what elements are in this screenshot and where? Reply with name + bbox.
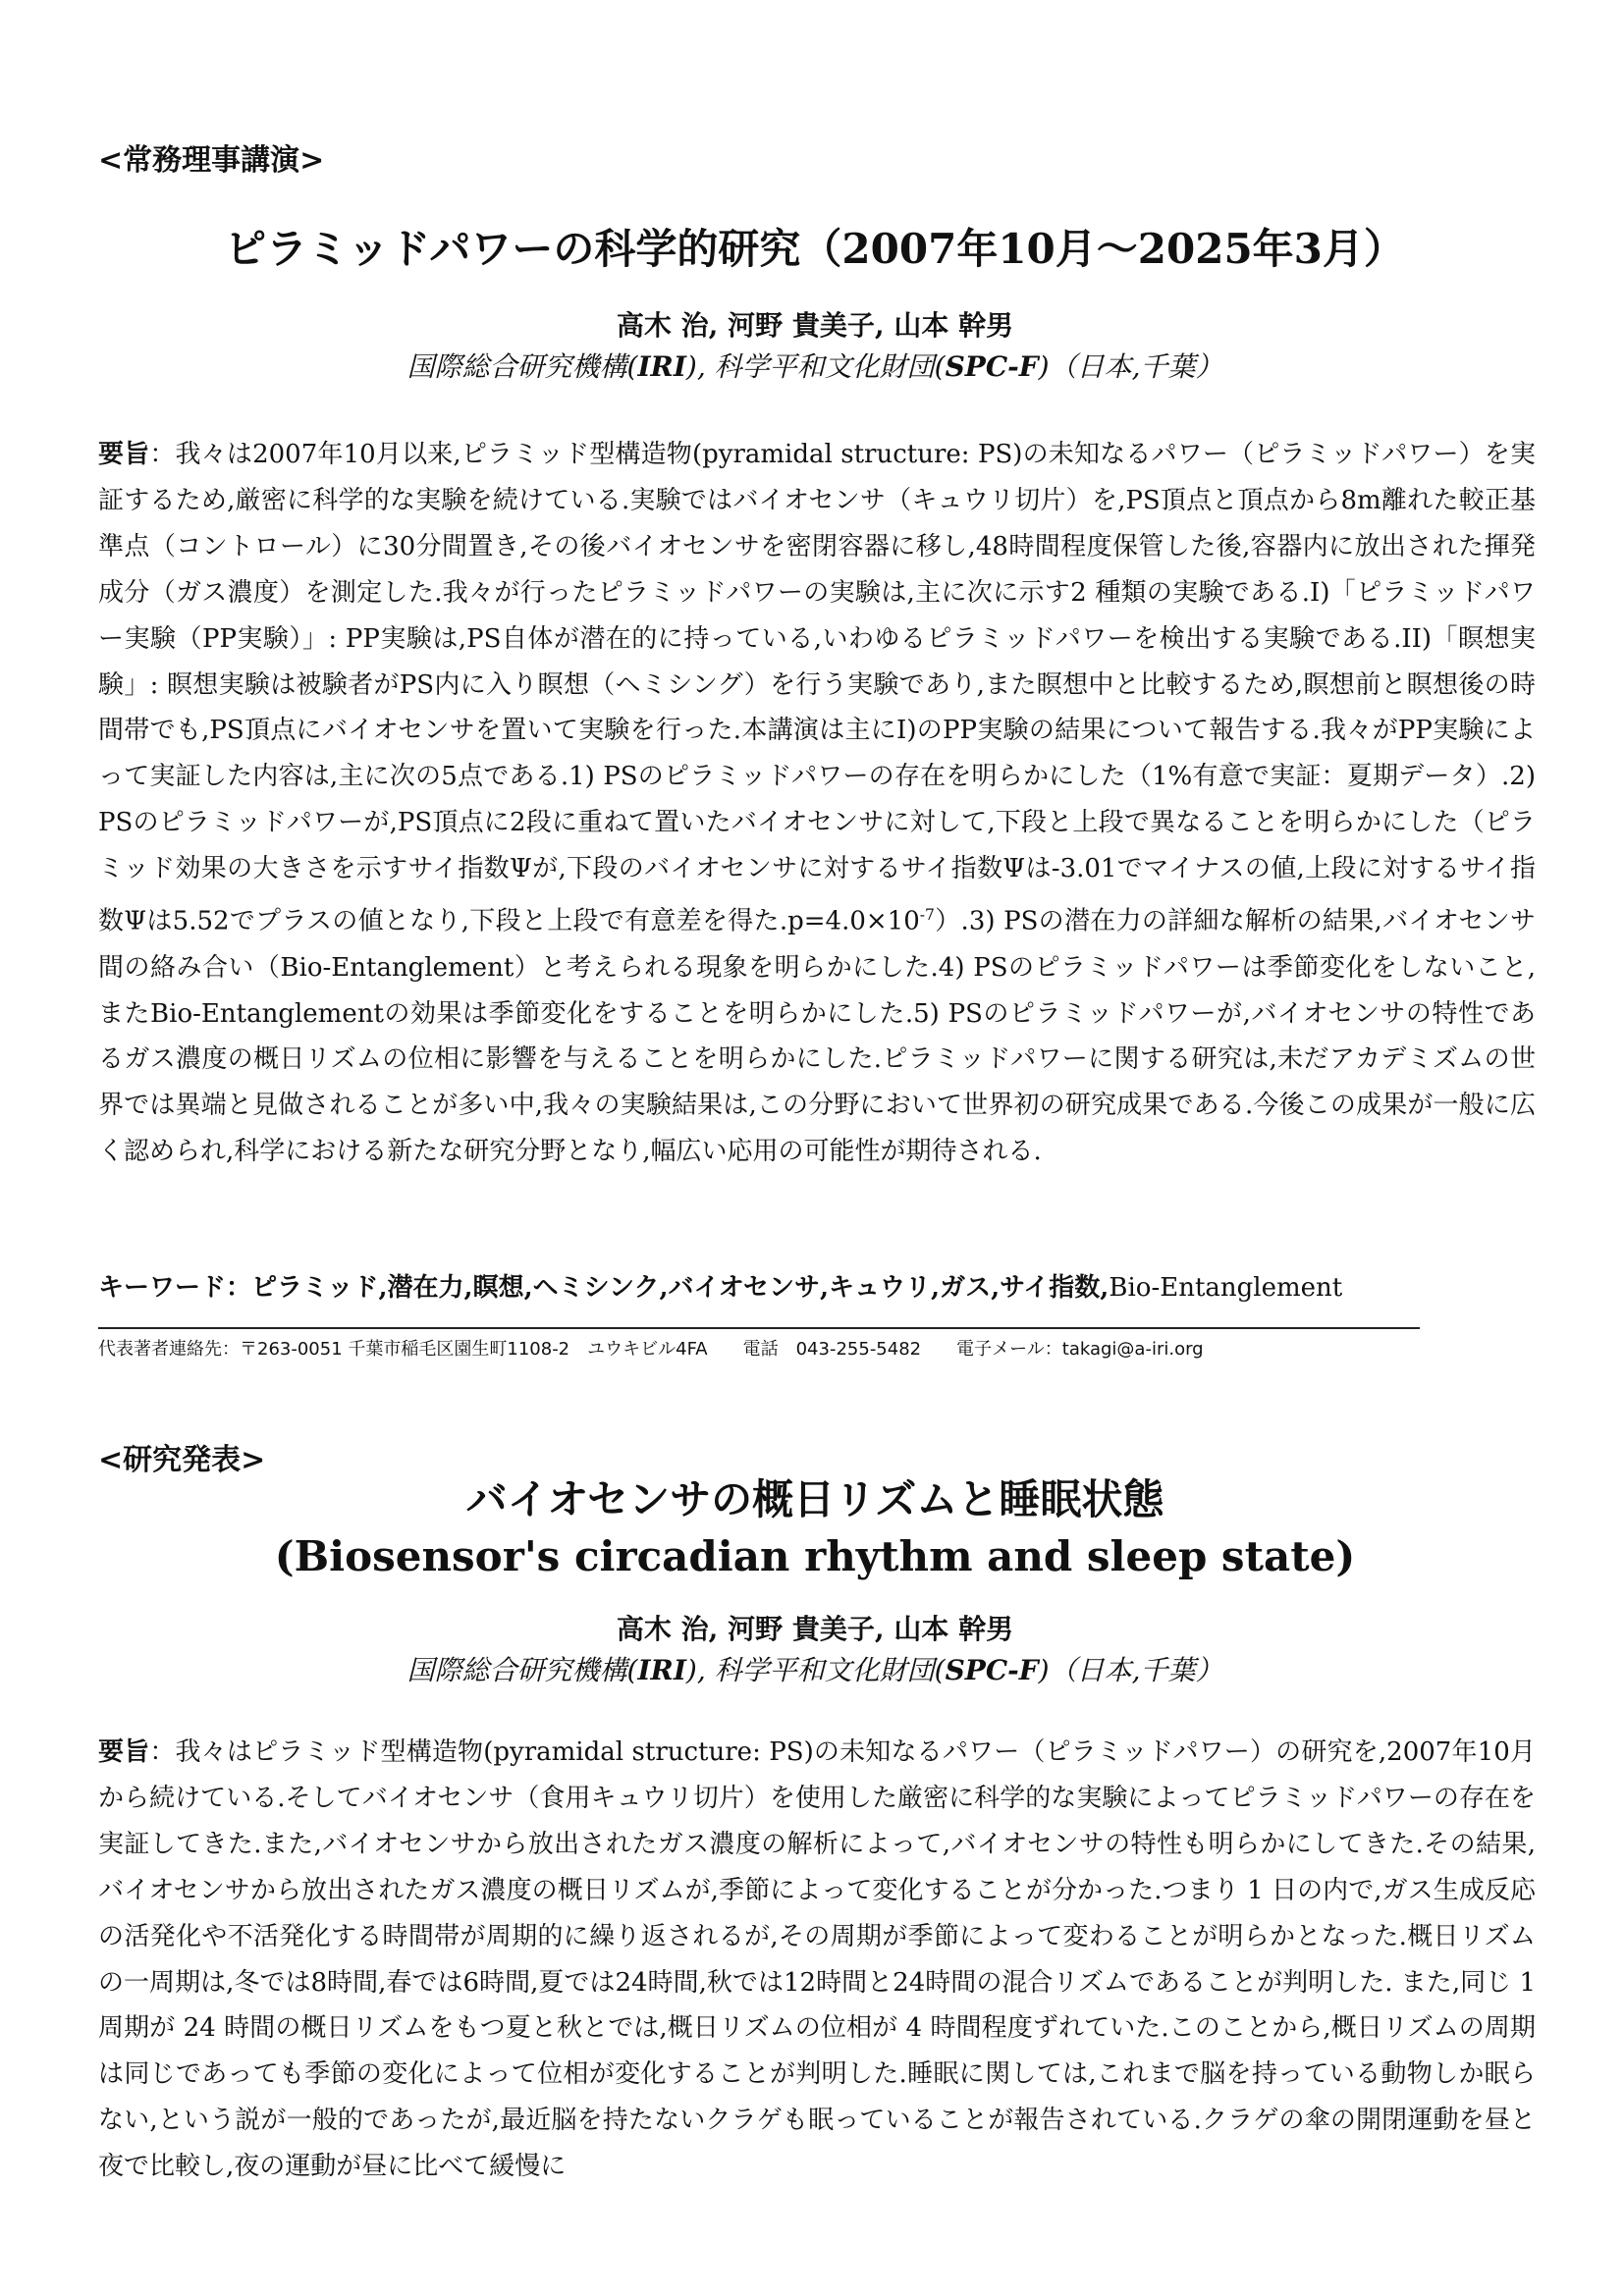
- affiliation-text: ), 科学平和文化財団(: [685, 1654, 946, 1686]
- affiliation-text: )（日本,千葉）: [1038, 1654, 1223, 1686]
- section-tag-research: <研究発表>: [98, 1443, 266, 1477]
- paper1-title: ピラミッドパワーの科学的研究（2007年10月～2025年3月）: [225, 225, 1405, 273]
- abstract-label: 要旨: [98, 1737, 150, 1767]
- paper2-abstract: [98, 1730, 1536, 2190]
- abstract-exponent: -7: [919, 906, 935, 925]
- section-tag-keynote: <常務理事講演>: [98, 143, 325, 178]
- affiliation-iri: IRI: [637, 350, 686, 383]
- paper2-title-ja: バイオセンサの概日リズムと睡眠状態: [465, 1475, 1164, 1523]
- affiliation-spcf: SPC-F: [945, 1654, 1039, 1686]
- abstract-label: 要旨: [98, 440, 150, 469]
- abstract-body-cont: ）.3) PSの潜在力の詳細な解析の結果,バイオセンサ間の絡み合い（Bio-Entanglement）と考えられる現象を明らかにした.4) PSのピラミッドパワーは季節変化をしないこと,またBio-Entanglementの効果は季節変化をすることを明らかにした.5) PSのピラミッドパワーが,バイオセンサの特性であるガス濃度の概日リズムの位相に影響を与えることを明らかにした.ピラミッドパワーに関する研究は,未だアカデミズムの世界では異端と見做されることが多い中,我々の実験結果は,この分野において世界初の研究成果である.今後この成果が一般に広く認められ,科学における新たな研究分野となり,幅広い応用の可能性が期待される.: [98, 906, 1536, 1167]
- affiliation-text: 国際総合研究機構(: [406, 350, 638, 383]
- affiliation-text: 国際総合研究機構(: [406, 1654, 638, 1686]
- affiliation-iri: IRI: [637, 1654, 686, 1686]
- keywords-list: ピラミッド,潜在力,瞑想,ヘミシンク,バイオセンサ,キュウリ,ガス,サイ指数,: [251, 1273, 1110, 1303]
- keywords-last: Bio-Entanglement: [1109, 1273, 1343, 1303]
- paper2-authors: 高木 治, 河野 貴美子, 山本 幹男: [616, 1613, 1014, 1645]
- paper1-keywords: [98, 1268, 1536, 1308]
- affiliation-spcf: SPC-F: [945, 350, 1039, 383]
- contact-email: 電子メール：takagi@a-iri.org: [956, 1339, 1204, 1360]
- affiliation-text: ), 科学平和文化財団(: [685, 350, 946, 383]
- contact-address: 代表著者連絡先：〒263-0051 千葉市稲毛区園生町1108-2 ユウキビル4FA: [98, 1339, 708, 1360]
- paper1-authors: 高木 治, 河野 貴美子, 山本 幹男: [616, 309, 1014, 342]
- paper1-abstract: [98, 432, 1536, 1175]
- paper2-affiliation: [98, 1649, 1532, 1688]
- divider-rule: [98, 1327, 1420, 1329]
- contact-phone: 電話 043-255-5482: [742, 1339, 922, 1360]
- affiliation-text: )（日本,千葉）: [1038, 350, 1223, 383]
- contact-line: [98, 1335, 1536, 1361]
- paper1-affiliation: [98, 346, 1532, 385]
- abstract-body: ：我々はピラミッド型構造物(pyramidal structure: PS)の未知なるパワー（ピラミッドパワー）の研究を,2007年10月から続けている.そしてバイオセンサ（食用キュウリ切片）を使用した厳密に科学的な実験によってピラミッドパワーの存在を実証してきた.また,バイオセンサから放出されたガス濃度の解析によって,バイオセンサの特性も明らかにしてきた.その結果,バイオセンサから放出されたガス濃度の概日リズムが,季節によって変化することが分かった.つまり 1 日の内で,ガス生成反応の活発化や不活発化する時間帯が周期的に繰り返されるが,その周期が季節によって変わることが明らかとなった.概日リズムの一周期は,冬では8時間,春では6時間,夏では24時間,秋では12時間と24時間の混合リズムであることが判明した. また,同じ 1 周期が 24 時間の概日リズムをもつ夏と秋とでは,概日リズムの位相が 4 時間程度ずれていた.このことから,概日リズムの周期は同じであっても季節の変化によって位相が変化することが判明した.睡眠に関しては,これまで脳を持っている動物しか眠らない,という説が一般的であったが,最近脳を持たないクラゲも眠っていることが報告されている.クラゲの傘の開閉運動を昼と夜で比較し,夜の運動が昼に比べて緩慢に: [98, 1737, 1536, 2182]
- paper2-title-en: (Biosensor's circadian rhythm and sleep state): [274, 1532, 1356, 1580]
- abstract-body: ：我々は2007年10月以来,ピラミッド型構造物(pyramidal structure: PS)の未知なるパワー（ピラミッドパワー）を実証するため,厳密に科学的な実験を続けている.実験ではバイオセンサ（キュウリ切片）を,PS頂点と頂点から8m離れた較正基準点（コントロール）に30分間置き,その後バイオセンサを密閉容器に移し,48時間程度保管した後,容器内に放出された揮発成分（ガス濃度）を測定した.我々が行ったピラミッドパワーの実験は,主に次に示す2 種類の実験である.I)「ピラミッドパワー実験（PP実験）」: PP実験は,PS自体が潜在的に持っている,いわゆるピラミッドパワーを検出する実験である.II)「瞑想実験」: 瞑想実験は被験者がPS内に入り瞑想（ヘミシング）を行う実験であり,また瞑想中と比較するため,瞑想前と瞑想後の時間帯でも,PS頂点にバイオセンサを置いて実験を行った.本講演は主にI)のPP実験の結果について報告する.我々がPP実験によって実証した内容は,主に次の5点である.1) PSのピラミッドパワーの存在を明らかにした（1%有意で実証：夏期データ）.2) PSのピラミッドパワーが,PS頂点に2段に重ねて置いたバイオセンサに対して,下段と上段で異なることを明らかにした（ピラミッド効果の大きさを示すサイ指数Ψが,下段のバイオセンサに対するサイ指数Ψは-3.01でマイナスの値,上段に対するサイ指数Ψは5.52でプラスの値となり,下段と上段で有意差を得た.p=4.0×10: [98, 440, 1536, 936]
- keywords-label: キーワード：: [98, 1273, 252, 1303]
